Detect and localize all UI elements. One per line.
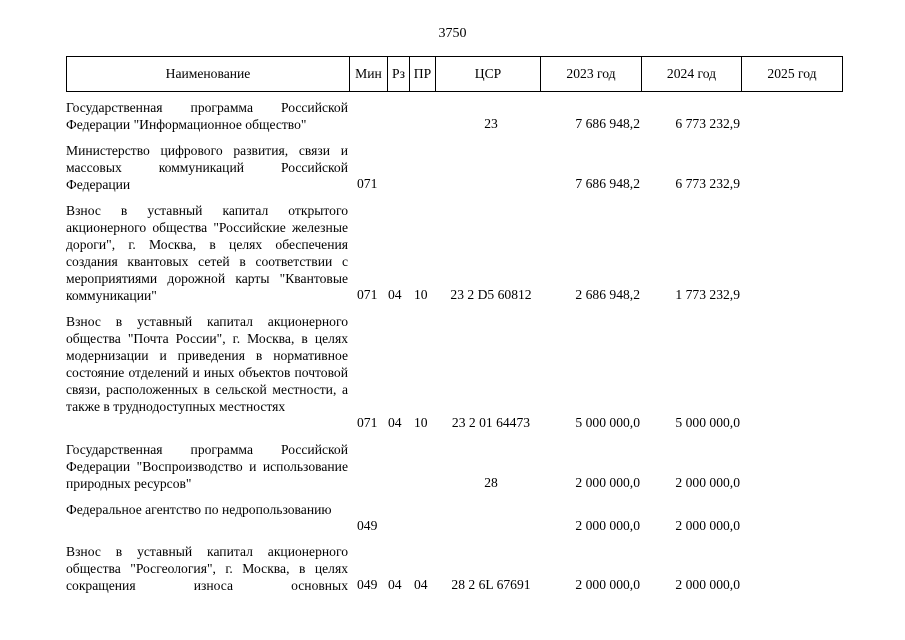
row-2024: 6 773 232,9 xyxy=(675,116,740,131)
column-header-name: Наименование xyxy=(67,57,350,92)
column-header-csr: ЦСР xyxy=(436,57,541,92)
row-name: Министерство цифрового развития, связи и массовых коммуникаций Российской Федерации xyxy=(66,143,348,192)
row-2023: 2 000 000,0 xyxy=(575,475,640,490)
column-header-2023: 2023 год xyxy=(541,57,642,92)
column-header-min: Мин xyxy=(350,57,388,92)
row-min: 071 xyxy=(357,415,378,430)
table-row xyxy=(66,441,842,492)
row-csr: 23 2 01 64473 xyxy=(451,415,531,430)
row-pr: 04 xyxy=(414,577,428,592)
row-rz: 04 xyxy=(388,577,402,592)
row-name: Взнос в уставный капитал открытого акционерного общества "Российские железные дороги", г. Москва, в целях обеспечения создания квантовых сетей в соответствии с мероприятиями дорожной карты "Квантовые коммуникации" xyxy=(66,203,348,303)
row-csr: 28 2 6L 67691 xyxy=(451,577,531,592)
row-name: Государственная программа Российской Федерации "Воспроизводство и использование природных ресурсов" xyxy=(66,442,348,491)
row-csr: 28 xyxy=(484,475,498,490)
row-2023: 7 686 948,2 xyxy=(575,176,640,191)
row-csr: 23 2 D5 60812 xyxy=(450,287,532,302)
page-number: 3750 xyxy=(438,26,467,41)
row-pr: 10 xyxy=(414,287,428,302)
row-min: 049 xyxy=(357,577,378,592)
row-2023: 2 686 948,2 xyxy=(575,287,640,302)
row-name: Федеральное агентство по недропользованию xyxy=(66,502,332,517)
row-rz: 04 xyxy=(388,415,402,430)
row-pr: 10 xyxy=(414,415,428,430)
row-2023: 7 686 948,2 xyxy=(575,116,640,131)
row-2024: 2 000 000,0 xyxy=(675,475,740,490)
row-min: 049 xyxy=(357,518,378,533)
row-2024: 1 773 232,9 xyxy=(675,287,740,302)
column-header-pr: ПР xyxy=(410,57,436,92)
table-header xyxy=(66,56,843,92)
row-2024: 2 000 000,0 xyxy=(675,577,740,592)
table-row xyxy=(66,99,842,133)
column-header-2024: 2024 год xyxy=(642,57,742,92)
row-csr: 23 xyxy=(484,116,498,131)
row-min: 071 xyxy=(357,176,378,191)
column-header-rz: Рз xyxy=(388,57,410,92)
row-name: Взнос в уставный капитал акционерного общества "Росгеология", г. Москва, в целях сокращения износа основных xyxy=(66,544,348,593)
row-min: 071 xyxy=(357,287,378,302)
row-2023: 5 000 000,0 xyxy=(575,415,640,430)
table-row xyxy=(66,543,842,594)
row-2024: 6 773 232,9 xyxy=(675,176,740,191)
row-2023: 2 000 000,0 xyxy=(575,518,640,533)
table-row xyxy=(66,142,842,193)
row-name: Взнос в уставный капитал акционерного общества "Почта России", г. Москва, в целях модернизации и приведения в нормативное состояние отделений и иных объектов почтовой связи, расположенных в сельской местности, а также в труднодоступных местностях xyxy=(66,314,348,414)
table-row xyxy=(66,202,842,304)
table-row xyxy=(66,313,842,432)
column-header-2025: 2025 год xyxy=(742,57,843,92)
row-2024: 5 000 000,0 xyxy=(675,415,740,430)
table-row xyxy=(66,501,842,535)
row-2023: 2 000 000,0 xyxy=(575,577,640,592)
row-name: Государственная программа Российской Федерации "Информационное общество" xyxy=(66,100,348,132)
row-rz: 04 xyxy=(388,287,402,302)
row-2024: 2 000 000,0 xyxy=(675,518,740,533)
